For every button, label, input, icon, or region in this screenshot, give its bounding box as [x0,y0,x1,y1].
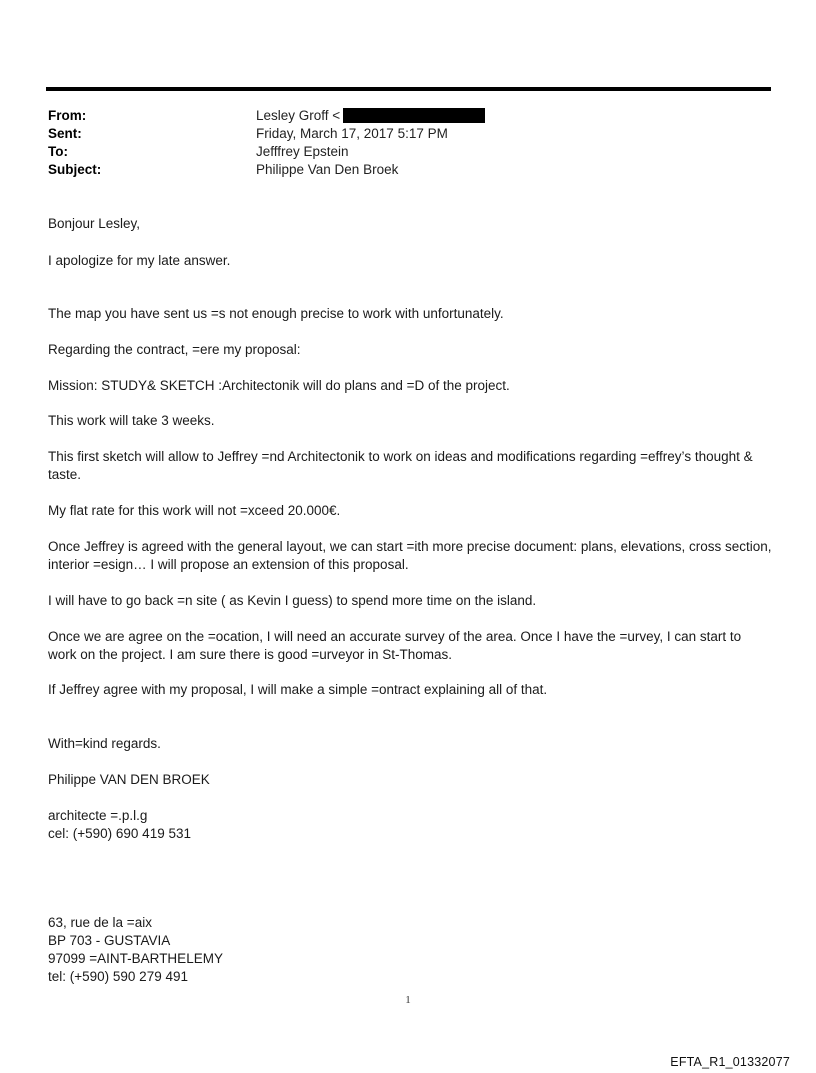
from-name: Lesley Groff < [256,108,341,123]
paragraph-site: I will have to go back =n site ( as Kevin I guess) to spend more time on the island. [48,593,537,608]
address-bp: BP 703 - GUSTAVIA [48,933,171,948]
signature-title: architecte =.p.l.g [48,808,148,823]
address-tel: tel: (+590) 590 279 491 [48,969,188,984]
address-street: 63, rue de la =aix [48,915,152,930]
redaction-block [343,108,485,123]
paragraph-sketch-line1: This first sketch will allow to Jeffrey =nd Architectonik to work on ideas and modifications regarding =effrey’s thought & [48,449,753,464]
paragraph-apology: I apologize for my late answer. [48,253,231,268]
paragraph-mission: Mission: STUDY& SKETCH :Architectonik will do plans and =D of the project. [48,378,510,393]
email-header [48,107,768,179]
paragraph-agreement: If Jeffrey agree with my proposal, I will make a simple =ontract explaining all of that. [48,682,548,697]
to-label: To: [48,144,68,159]
sent-label: Sent: [48,126,82,141]
paragraph-layout-line2: interior =esign… I will propose an extension of this proposal. [48,557,409,572]
signature-cell: cel: (+590) 690 419 531 [48,826,191,841]
from-row [48,107,768,125]
paragraph-survey-line1: Once we are agree on the =ocation, I will need an accurate survey of the area. Once I have the =urvey, I can start to [48,629,742,644]
subject-label: Subject: [48,162,102,177]
to-value: Jefffrey Epstein [256,144,349,159]
closing: With=kind regards. [48,736,161,751]
greeting: Bonjour Lesley, [48,216,141,231]
subject-row [48,161,768,179]
to-row [48,143,768,161]
sent-value: Friday, March 17, 2017 5:17 PM [256,126,448,141]
paragraph-survey-line2: work on the project. I am sure there is good =urveyor in St-Thomas. [48,647,453,662]
paragraph-map: The map you have sent us =s not enough precise to work with unfortunately. [48,306,504,321]
address-city: 97099 =AINT-BARTHELEMY [48,951,223,966]
from-value [256,107,485,125]
page-number: 1 [405,994,411,1006]
paragraph-rate: My flat rate for this work will not =xceed 20.000€. [48,503,341,518]
document-id: EFTA_R1_01332077 [670,1055,790,1069]
signature-name: Philippe VAN DEN BROEK [48,772,210,787]
paragraph-contract: Regarding the contract, =ere my proposal: [48,342,301,357]
paragraph-duration: This work will take 3 weeks. [48,413,215,428]
sent-row [48,125,768,143]
header-divider [46,87,771,91]
paragraph-sketch-line2: taste. [48,467,82,482]
subject-value: Philippe Van Den Broek [256,162,399,177]
from-label: From: [48,108,87,123]
paragraph-layout-line1: Once Jeffrey is agreed with the general layout, we can start =ith more precise document: plans, elevations, cross section, [48,539,772,554]
